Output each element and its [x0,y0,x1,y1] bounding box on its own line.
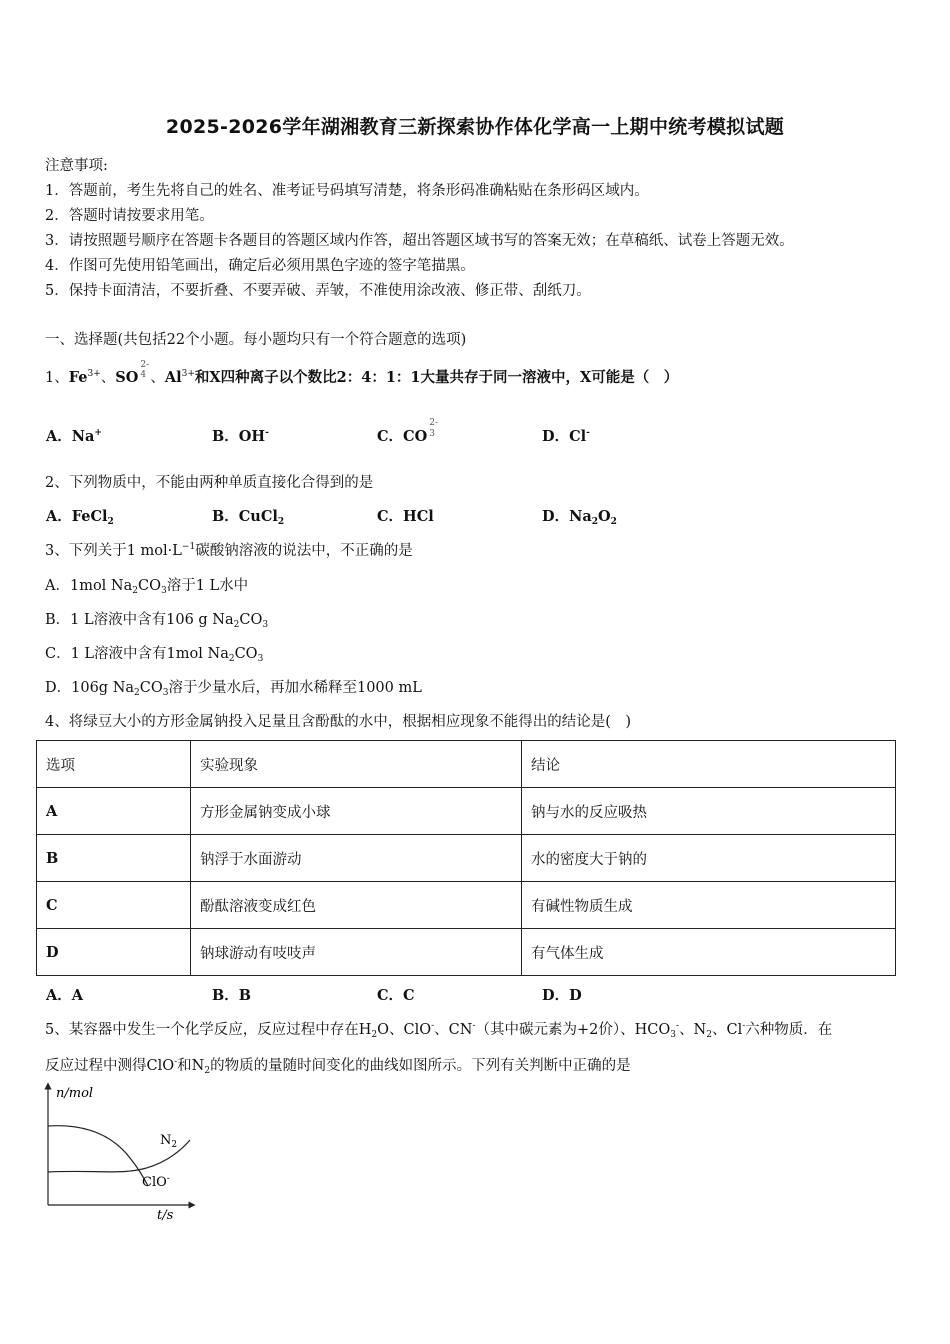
q1-so-sub: 4 [140,370,147,380]
q1-c-stack [427,418,439,441]
notice-heading: 注意事项: [45,158,108,174]
q4-option-b[interactable]: B．B [212,987,252,1004]
q1-fe-charge: 3+ [87,369,101,379]
q1-fe: Fe [68,369,88,386]
notice-item-3: 3．请按照题号顺序在答题卡各题目的答题区域内作答，超出答题区域书写的答案无效；在草稿纸、试卷上答题无效。 [45,233,794,249]
q3-option-c[interactable] [45,642,263,663]
q3-b-mid: CO [239,612,263,628]
table-header-cell: 结论 [522,741,896,788]
q3-a-sub2: 3 [160,586,167,596]
q2-option-c[interactable] [377,505,434,526]
notice-item-2: 2．答题时请按要求用笔。 [45,208,214,224]
table-cell: C [37,882,191,929]
q3-c-sub1: 2 [228,654,235,664]
q5-l1-f: 、Cl [711,1022,743,1038]
q1-d-charge: - [586,428,590,438]
q1-d-label: D．Cl [542,428,587,445]
table-header-cell: 选项 [37,741,191,788]
q3-b-sub1: 2 [233,620,240,630]
n2-label-sub: 2 [171,1140,178,1150]
q3-stem-b: 碳酸钠溶液的说法中，不正确的是 [195,543,413,559]
q3-d-mid: CO [139,680,163,696]
q1-option-d[interactable] [542,425,590,446]
q1-b-label: B．OH [212,428,266,445]
q5-graph [40,1080,200,1222]
table-cell: A [37,788,191,835]
q3-d-sub2: 3 [162,688,169,698]
q1-al: Al [164,369,182,386]
q2-option-b[interactable] [212,505,284,526]
q5-l1-sup3: - [676,1021,680,1031]
n2-label-main: N [160,1133,172,1148]
q2-b-label: B．CuCl [212,508,278,525]
q2-option-d[interactable] [542,505,617,526]
clo-curve [48,1126,148,1186]
table-header-cell: 实验现象 [191,741,522,788]
q3-option-d[interactable] [45,676,422,697]
q3-c-mid: CO [234,646,258,662]
table-cell: D [37,929,191,976]
q1-option-b[interactable] [212,425,269,446]
q3-option-a[interactable] [45,574,248,595]
q3-stem-a: 3、下列关于1 mol·L [45,543,182,559]
q1-a-label: A．Na [46,428,95,445]
notice-item-4: 4．作图可先使用铅笔画出，确定后必须用黑色字迹的签字笔描黑。 [45,258,475,274]
q5-l1-e: 、N [679,1022,707,1038]
q1-sep2: 、 [150,370,165,386]
question-5-line-1 [45,1018,832,1039]
q3-a-mid: CO [138,578,161,594]
table-cell: 钠球游动有吱吱声 [191,929,522,976]
q5-l2-b: 和N [177,1058,205,1074]
notice-item-5: 5．保持卡面清洁，不要折叠、不要弄破、弄皱，不准使用涂改液、修正带、刮纸刀。 [45,283,591,299]
table-row [37,835,896,882]
q5-l1-d: （其中碳元素为+2价）、HCO [475,1022,671,1038]
q3-d-sub1: 2 [134,688,140,698]
q5-l1-sub3: 2 [706,1030,712,1040]
table-cell: B [37,835,191,882]
question-1-stem [45,360,679,387]
clo-curve-label [142,1174,170,1190]
x-axis-label: t/s [157,1208,174,1222]
q1-so: SO [115,369,139,386]
q1-so-charge: 2- [140,360,150,370]
table-cell: 水的密度大于钠的 [522,835,896,882]
question-3-stem [45,539,413,560]
q3-d-post: 溶于少量水后，再加水稀释至1000 mL [168,680,422,696]
q1-c-charge: 2- [429,418,438,428]
q1-c-sub: 3 [429,429,435,439]
q1-al-charge: 3+ [181,369,195,379]
q1-sep1: 、 [100,370,116,386]
q4-option-c[interactable]: C．C [377,987,415,1004]
q5-l1-sup4: - [742,1021,746,1031]
table-header-row [37,741,896,788]
q2-c-label: C．HCl [377,508,434,525]
q2-d-label: D．Na [542,508,592,525]
q2-d-mid: O [598,508,611,525]
q5-l2-a: 反应过程中测得ClO [45,1058,175,1074]
q4-table [36,740,896,976]
question-2-stem: 2、下列物质中，不能由两种单质直接化合得到的是 [45,475,374,491]
q2-a-sub: 2 [107,517,114,527]
q1-number: 1、 [45,370,69,386]
section-heading: 一、选择题(共包括22个小题。每小题均只有一个符合题意的选项) [45,332,467,348]
table-row [37,882,896,929]
q3-c-pre: C．1 L溶液中含有1mol Na [45,646,229,662]
clo-label-main: ClO [142,1175,167,1190]
q5-l2-sub: 2 [204,1066,211,1076]
table-cell: 钠浮于水面游动 [191,835,522,882]
clo-label-sup: - [166,1174,170,1184]
q1-c-label: C．CO [377,428,428,445]
q2-d-sub2: 2 [610,517,617,527]
q3-option-b[interactable] [45,608,268,629]
q3-a-post: 溶于1 L水中 [166,578,249,594]
y-axis-label: n/mol [56,1086,94,1101]
q1-a-charge: + [94,428,102,438]
q3-c-sub2: 3 [257,654,264,664]
q3-b-sub2: 3 [262,620,269,630]
question-4-stem: 4、将绿豆大小的方形金属钠投入足量且含酚酞的水中，根据相应现象不能得出的结论是( ) [45,714,632,730]
table-cell: 酚酞溶液变成红色 [191,882,522,929]
q1-option-c[interactable] [377,418,439,446]
q2-a-label: A．FeCl [46,508,108,525]
q5-l2-sup: - [174,1057,178,1067]
notice-item-1: 1．答题前，考生先将自己的姓名、准考证号码填写清楚，将条形码准确粘贴在条形码区域内。 [45,183,649,199]
q3-d-pre: D．106g Na [45,680,135,696]
q2-b-sub: 2 [277,517,285,527]
table-row [37,929,896,976]
question-5-line-2 [45,1054,631,1075]
q1-so-stack [138,360,150,382]
q1-b-charge: - [265,428,269,438]
q5-l2-c: 的物质的量随时间变化的曲线如图所示。下列有关判断中正确的是 [210,1058,631,1074]
q5-l1-g: 六种物质．在 [745,1022,833,1038]
q5-l1-sup1: - [431,1021,435,1031]
q5-l1-a: 5、某容器中发生一个化学反应，反应过程中存在H [45,1022,372,1038]
table-row [37,788,896,835]
q3-a-pre: A．1mol Na [45,578,133,594]
q5-l1-sub1: 2 [371,1030,378,1040]
table-cell: 有碱性物质生成 [522,882,896,929]
q5-l1-c: 、CN [434,1022,473,1038]
q5-l1-b: O、ClO [377,1022,432,1038]
q4-option-d[interactable]: D．D [542,987,582,1004]
q1-option-a[interactable] [46,425,102,446]
q5-l1-sup2: - [472,1021,476,1031]
q1-rest: 和X四种离子以个数比2：4：1：1大量共存于同一溶液中，X可能是（ ） [194,369,679,386]
table-cell: 方形金属钠变成小球 [191,788,522,835]
n2-curve-label [160,1133,177,1150]
q3-stem-sup: −1 [181,542,196,552]
q2-option-a[interactable] [46,505,114,526]
q2-d-sub1: 2 [591,517,598,527]
table-cell: 钠与水的反应吸热 [522,788,896,835]
q5-l1-sub2: 3 [670,1030,677,1040]
q3-a-sub1: 2 [132,586,138,596]
q4-option-a[interactable]: A．A [46,987,84,1004]
q3-b-pre: B．1 L溶液中含有106 g Na [45,612,234,628]
table-cell: 有气体生成 [522,929,896,976]
page-title: 2025-2026学年湖湘教育三新探索协作体化学高一上期中统考模拟试题 [165,116,785,138]
